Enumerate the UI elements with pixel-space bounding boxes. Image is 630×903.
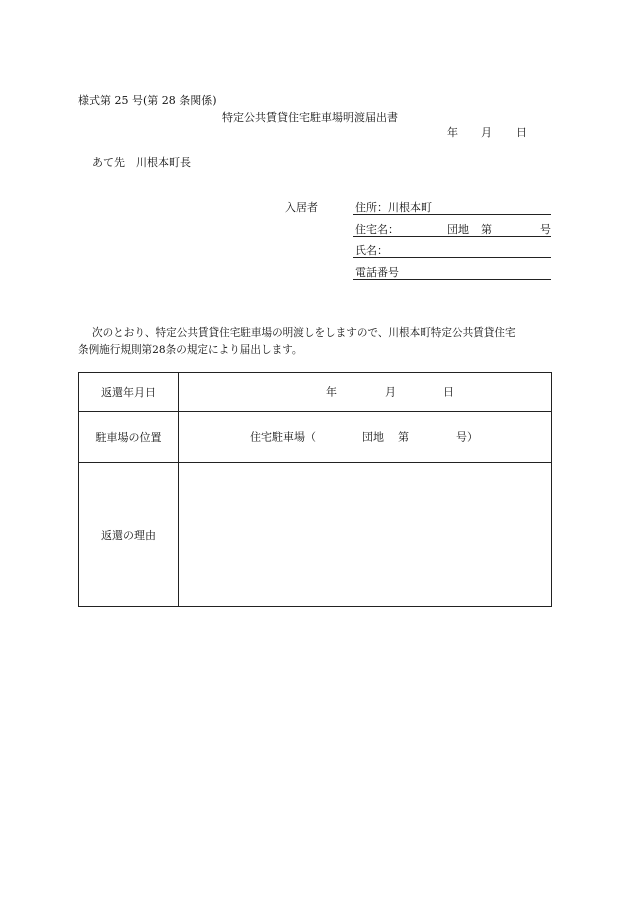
- residence-danchi: 団地: [447, 223, 469, 236]
- return-date-cell[interactable]: [179, 373, 552, 412]
- document-title: 特定公共賃貸住宅駐車場明渡届出書: [222, 111, 398, 124]
- body-text-line-1: 次のとおり、特定公共賃貸住宅駐車場の明渡しをしますので、川根本町特定公共賃貸住宅: [92, 327, 516, 339]
- name-underline: [353, 257, 551, 258]
- address-field[interactable]: 住所：川根本町: [355, 201, 432, 214]
- return-form-table: [78, 372, 552, 607]
- return-year-label: 年: [326, 385, 337, 399]
- name-field[interactable]: 氏名：: [355, 244, 388, 257]
- phone-underline: [353, 279, 551, 280]
- reason-cell[interactable]: [179, 463, 552, 607]
- form-number: 様式第 25 号(第 28 条関係): [78, 94, 217, 107]
- location-dai: 第: [398, 430, 409, 444]
- location-prefix: 住宅駐車場（: [250, 430, 316, 444]
- residence-underline: [353, 236, 551, 237]
- reason-label: 返還の理由: [79, 463, 179, 607]
- residence-label: 住宅名：: [355, 223, 399, 236]
- date-month-label: 月: [481, 126, 492, 139]
- addressee: あて先 川根本町長: [92, 156, 191, 169]
- location-cell[interactable]: [179, 412, 552, 463]
- address-underline: [353, 214, 551, 215]
- reason-row: [79, 463, 552, 607]
- date-day-label: 日: [516, 126, 527, 139]
- return-month-label: 月: [385, 385, 396, 399]
- body-text-line-2: 条例施行規則第28条の規定により届出します。: [78, 344, 303, 356]
- phone-field[interactable]: 電話番号: [355, 266, 399, 279]
- location-suffix: 号）: [456, 430, 478, 444]
- location-row: [79, 412, 552, 463]
- residence-gou: 号: [540, 223, 551, 236]
- location-label: 駐車場の位置: [79, 412, 179, 463]
- location-danchi: 団地: [362, 430, 384, 444]
- return-date-label: 返還年月日: [79, 373, 179, 412]
- residence-dai: 第: [481, 223, 492, 236]
- return-date-row: [79, 373, 552, 412]
- applicant-label: 入居者: [285, 201, 318, 214]
- date-year-label: 年: [447, 126, 458, 139]
- return-day-label: 日: [443, 385, 454, 399]
